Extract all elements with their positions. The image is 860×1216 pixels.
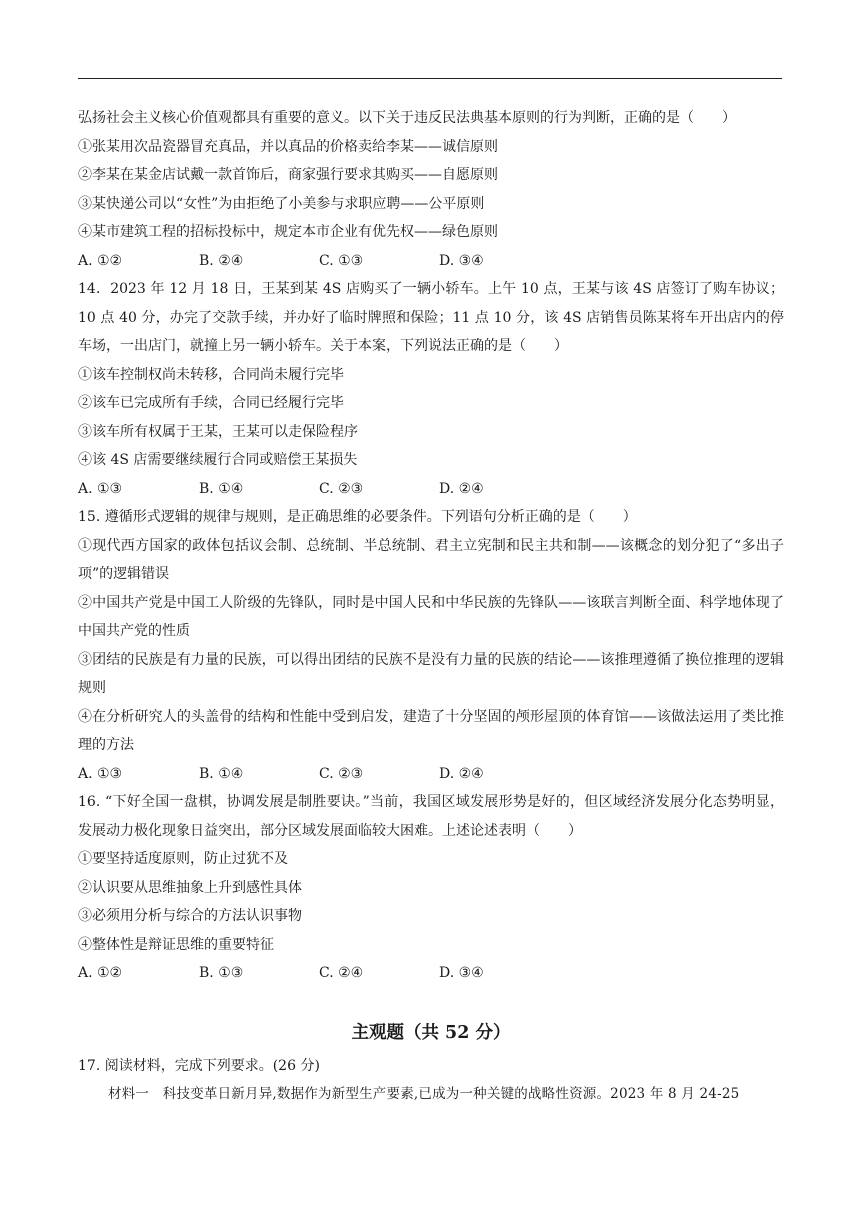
answer-options xyxy=(78,475,784,504)
question-stem: 16. “下好全国一盘棋，协调发展是制胜要诀。”当前，我国区域发展形势是好的，但区域经济发展分化态势明显，发展动力极化现象日益突出，部分区域发展面临较大困难。上述论述表明（ ） xyxy=(78,794,784,839)
material-text: 材料一 科技变革日新月异,数据作为新型生产要素,已成为一种关键的战略性资源。2023 年 8 月 24-25 xyxy=(108,1085,740,1102)
option-c[interactable]: C. ①③ xyxy=(319,252,364,269)
option-b[interactable]: B. ②④ xyxy=(199,252,244,269)
answer-options xyxy=(78,247,784,276)
option-a[interactable]: A. ①③ xyxy=(78,765,123,782)
option-c[interactable]: C. ②③ xyxy=(319,765,364,782)
answer-options xyxy=(78,959,784,988)
statement-item: ②中国共产党是中国工人阶级的先锋队，同时是中国人民和中华民族的先锋队——该联言判断全面、科学地体现了中国共产党的性质 xyxy=(78,594,784,639)
question-stem: 17. 阅读材料，完成下列要求。(26 分) xyxy=(78,1057,320,1074)
option-b[interactable]: B. ①③ xyxy=(199,965,244,981)
statement-item: ③团结的民族是有力量的民族，可以得出团结的民族不是没有力量的民族的结论——该推理遵循了换位推理的逻辑规则 xyxy=(78,651,784,696)
option-b[interactable]: B. ①④ xyxy=(199,480,244,497)
statement-item: ③必须用分析与综合的方法认识事物 xyxy=(78,908,302,924)
question-16 xyxy=(78,788,784,988)
statement-item: ④整体性是辩证思维的重要特征 xyxy=(78,936,274,953)
exam-content xyxy=(78,104,784,1108)
question-17 xyxy=(78,1052,784,1108)
option-a[interactable]: A. ①② xyxy=(78,965,123,981)
option-d[interactable]: D. ②④ xyxy=(439,765,484,782)
statement-item: ①张某用次品瓷器冒充真品，并以真品的价格卖给李某——诚信原则 xyxy=(78,138,498,155)
question-14 xyxy=(78,275,784,503)
statement-item: ②李某在某金店试戴一款首饰后，商家强行要求其购买——自愿原则 xyxy=(78,167,498,183)
statement-item: ①要坚持适度原则，防止过犹不及 xyxy=(78,851,288,867)
statement-item: ①现代西方国家的政体包括议会制、总统制、半总统制、君主立宪制和民主共和制——该概念的划分犯了“多出子项”的逻辑错误 xyxy=(78,537,784,582)
option-b[interactable]: B. ①④ xyxy=(199,765,244,782)
question-15 xyxy=(78,503,784,788)
statement-item: ①该车控制权尚未转移，合同尚未履行完毕 xyxy=(78,366,344,383)
option-d[interactable]: D. ②④ xyxy=(439,480,484,497)
statement-item: ③某快递公司以“女性”为由拒绝了小美参与求职应聘——公平原则 xyxy=(78,195,485,212)
statement-item: ④该 4S 店需要继续履行合同或赔偿王某损失 xyxy=(78,452,358,468)
option-d[interactable]: D. ③④ xyxy=(439,965,484,981)
statement-item: ④在分析研究人的头盖骨的结构和性能中受到启发，建造了十分坚固的颅形屋顶的体育馆——该做法运用了类比推理的方法 xyxy=(78,708,784,753)
question-13 xyxy=(78,104,784,275)
option-a[interactable]: A. ①③ xyxy=(78,480,123,497)
statement-item: ③该车所有权属于王某，王某可以走保险程序 xyxy=(78,423,358,440)
option-c[interactable]: C. ②④ xyxy=(319,965,364,981)
question-stem: 15. 遵循形式逻辑的规律与规则，是正确思维的必要条件。下列语句分析正确的是（ ） xyxy=(78,509,637,525)
header-rule xyxy=(78,78,782,79)
option-c[interactable]: C. ②③ xyxy=(319,480,364,497)
statement-item: ②认识要从思维抽象上升到感性具体 xyxy=(78,879,302,896)
statement-item: ④某市建筑工程的招标投标中，规定本市企业有优先权——绿色原则 xyxy=(78,224,498,240)
question-stem: 弘扬社会主义核心价值观都具有重要的意义。以下关于违反民法典基本原则的行为判断，正确的是（ ） xyxy=(78,110,736,126)
question-stem: 14．2023 年 12 月 18 日，王某到某 4S 店购买了一辆小轿车。上午 10 点，王某与该 4S 店签订了购车协议；10 点 40 分，办完了交款手续，并办好了临时牌照和保险；11 点 10 分，该 4S 店销售员陈某将车开出店内的停车场，一出店门，就撞上另一辆小轿车。关于本案，下列说法正确的是（ ） xyxy=(78,281,784,354)
option-a[interactable]: A. ①② xyxy=(78,252,123,269)
statement-item: ②该车已完成所有手续，合同已经履行完毕 xyxy=(78,395,344,411)
answer-options xyxy=(78,760,784,789)
section-title: 主观题（共 52 分） xyxy=(351,1022,511,1043)
option-d[interactable]: D. ③④ xyxy=(439,252,484,269)
